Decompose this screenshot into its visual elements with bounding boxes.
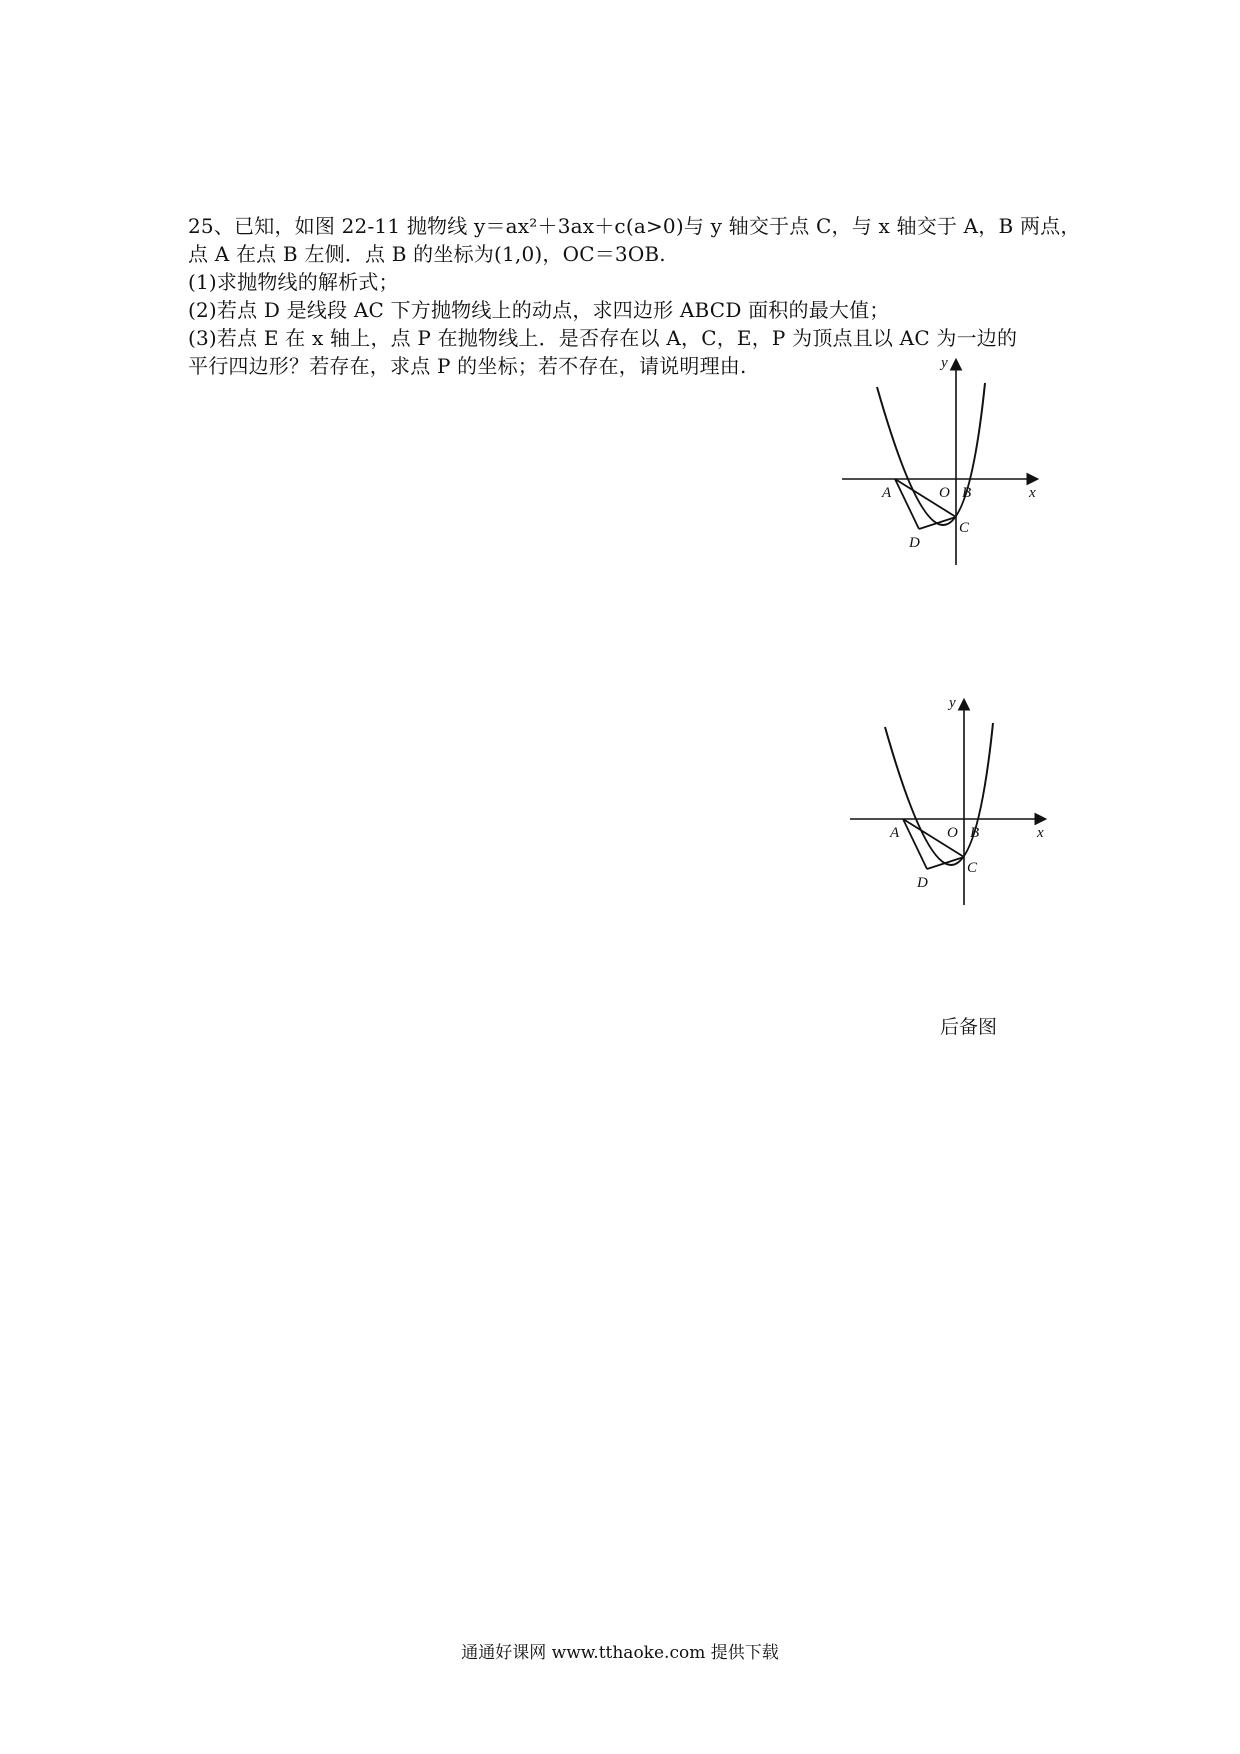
label-O: O (939, 485, 950, 501)
label-x: x (1029, 485, 1036, 501)
question-part-1: (1)求抛物线的解析式； (188, 270, 399, 294)
question-part-2: (2)若点 D 是线段 AC 下方抛物线上的动点，求四边形 ABCD 面积的最大值； (188, 298, 890, 322)
label-x: x (1037, 825, 1044, 841)
question-part-3-line-2: 平行四边形？若存在，求点 P 的坐标；若不存在，请说明理由. (188, 354, 747, 378)
question-stem-line-1: 25、已知，如图 22-11 抛物线 y＝ax²＋3ax＋c(a>0)与 y 轴交于点 C，与 x 轴交于 A，B 两点， (188, 214, 1081, 238)
page-footer: 通通好课网 www.tthaoke.com 提供下载 (461, 1643, 779, 1663)
parabola-curve (885, 723, 993, 865)
label-D: D (909, 535, 920, 551)
label-D: D (917, 875, 928, 891)
parabola-curve (877, 383, 985, 525)
parabola-figure-backup (848, 695, 1058, 910)
label-B: B (962, 485, 972, 501)
label-C: C (959, 520, 970, 536)
label-C: C (967, 860, 978, 876)
label-y: y (941, 355, 948, 371)
label-A: A (882, 485, 892, 501)
label-O: O (947, 825, 958, 841)
question-part-3-line-1: (3)若点 E 在 x 轴上，点 P 在抛物线上．是否存在以 A，C，E，P 为顶点且以 AC 为一边的 (188, 326, 1018, 350)
question-stem-line-2: 点 A 在点 B 左侧．点 B 的坐标为(1,0)，OC＝3OB. (188, 242, 666, 266)
label-B: B (970, 825, 980, 841)
label-y: y (949, 695, 956, 711)
label-A: A (890, 825, 900, 841)
backup-figure-caption: 后备图 (940, 1016, 998, 1038)
parabola-figure-main (840, 355, 1050, 570)
